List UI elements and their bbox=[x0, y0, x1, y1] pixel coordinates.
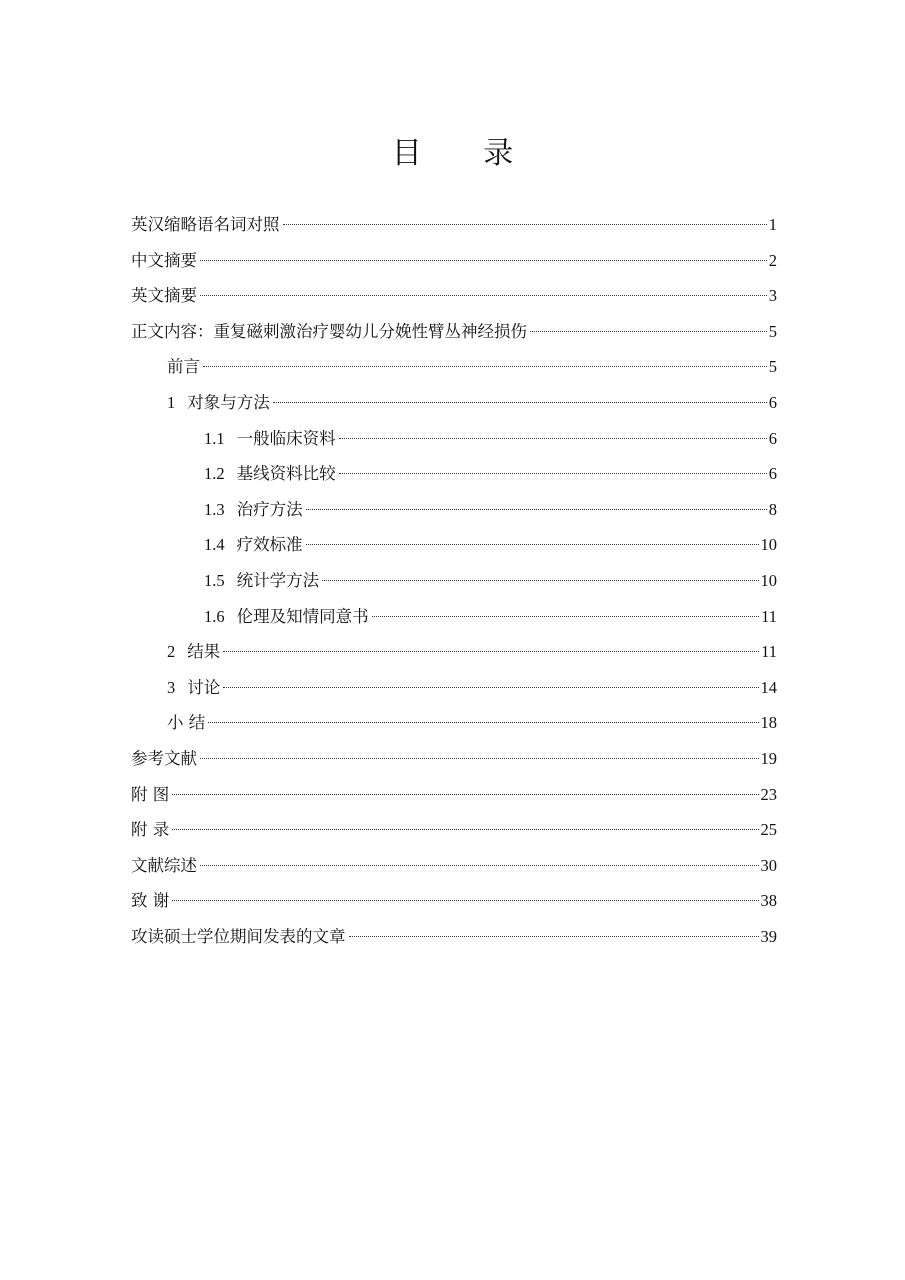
toc-page-number: 6 bbox=[768, 392, 777, 412]
toc-entry-title: 英汉缩略语名词对照 bbox=[131, 215, 280, 234]
toc-entry-number: 2 bbox=[167, 642, 176, 662]
toc-page-number: 19 bbox=[760, 748, 777, 768]
toc-dot-leader bbox=[172, 794, 758, 795]
toc-entry[interactable] bbox=[131, 848, 777, 884]
toc-entry-title: 小 结 bbox=[167, 713, 206, 733]
toc-entry-number: 1.1 bbox=[204, 428, 225, 448]
toc-page-number: 6 bbox=[768, 428, 777, 448]
toc-entry-title: 对象与方法 bbox=[187, 392, 270, 412]
toc-dot-leader bbox=[172, 829, 758, 830]
toc-page-number: 18 bbox=[760, 713, 777, 733]
toc-entry-number: 1.4 bbox=[204, 535, 225, 555]
toc-dot-leader bbox=[172, 900, 758, 901]
toc-entry-title: 正文内容：重复磁刺激治疗婴幼儿分娩性臂丛神经损伤 bbox=[131, 321, 527, 341]
toc-entry-title: 治疗方法 bbox=[236, 499, 303, 519]
toc-entry[interactable] bbox=[131, 527, 777, 563]
toc-entry[interactable] bbox=[131, 243, 777, 279]
toc-entry[interactable] bbox=[131, 741, 777, 777]
table-of-contents bbox=[131, 207, 777, 954]
toc-entry[interactable] bbox=[131, 385, 777, 421]
toc-entry-number: 1 bbox=[167, 392, 176, 412]
toc-entry[interactable] bbox=[131, 777, 777, 813]
toc-entry[interactable] bbox=[131, 634, 777, 670]
toc-entry-title: 结果 bbox=[187, 642, 221, 662]
toc-entry[interactable] bbox=[131, 492, 777, 528]
toc-entry-title: 文献综述 bbox=[131, 855, 197, 875]
toc-entry-title: 讨论 bbox=[187, 677, 221, 697]
toc-page-number: 10 bbox=[760, 570, 777, 590]
toc-dot-leader bbox=[200, 865, 759, 866]
toc-page-number: 25 bbox=[760, 820, 777, 840]
toc-page-number: 2 bbox=[768, 250, 777, 270]
toc-page-number: 11 bbox=[761, 642, 777, 662]
toc-dot-leader bbox=[306, 544, 759, 545]
toc-entry-number: 1.5 bbox=[204, 570, 225, 590]
toc-entry-title: 致 谢 bbox=[131, 891, 170, 911]
toc-page-number: 11 bbox=[761, 606, 777, 626]
toc-entry[interactable] bbox=[131, 919, 777, 955]
toc-page-number: 1 bbox=[768, 215, 777, 234]
toc-dot-leader bbox=[200, 295, 767, 296]
toc-entry-title: 英文摘要 bbox=[131, 286, 197, 306]
toc-dot-leader bbox=[339, 473, 767, 474]
toc-entry-title: 伦理及知情同意书 bbox=[236, 606, 369, 626]
toc-page-number: 5 bbox=[768, 357, 777, 377]
toc-page-number: 5 bbox=[768, 321, 777, 341]
toc-dot-leader bbox=[223, 687, 758, 688]
toc-entry[interactable] bbox=[131, 349, 777, 385]
toc-entry-title: 前言 bbox=[167, 357, 200, 377]
toc-entry-title: 附 录 bbox=[131, 820, 170, 840]
toc-entry[interactable] bbox=[131, 563, 777, 599]
toc-dot-leader bbox=[200, 260, 767, 261]
toc-entry-number: 1.3 bbox=[204, 499, 225, 519]
toc-entry-number: 1.6 bbox=[204, 606, 225, 626]
toc-entry[interactable] bbox=[131, 670, 777, 706]
toc-dot-leader bbox=[322, 580, 758, 581]
toc-entry-title: 附 图 bbox=[131, 784, 170, 804]
toc-dot-leader bbox=[339, 438, 767, 439]
toc-entry[interactable] bbox=[131, 456, 777, 492]
toc-page-number: 3 bbox=[768, 286, 777, 306]
toc-page-number: 6 bbox=[768, 464, 777, 484]
toc-dot-leader bbox=[372, 616, 759, 617]
toc-page-number: 14 bbox=[760, 677, 777, 697]
toc-dot-leader bbox=[203, 366, 767, 367]
toc-page-number: 10 bbox=[760, 535, 777, 555]
toc-entry-title: 一般临床资料 bbox=[236, 428, 336, 448]
toc-dot-leader bbox=[200, 758, 759, 759]
toc-entry-title: 疗效标准 bbox=[236, 535, 303, 555]
toc-entry-title: 参考文献 bbox=[131, 748, 197, 768]
toc-dot-leader bbox=[530, 331, 767, 332]
toc-page-number: 30 bbox=[760, 855, 777, 875]
toc-entry-title: 攻读硕士学位期间发表的文章 bbox=[131, 926, 346, 946]
toc-dot-leader bbox=[306, 509, 767, 510]
toc-entry[interactable] bbox=[131, 207, 777, 243]
toc-page-number: 38 bbox=[760, 891, 777, 911]
toc-dot-leader bbox=[223, 651, 759, 652]
page-title: 目 录 bbox=[391, 136, 540, 171]
toc-page-number: 39 bbox=[760, 926, 777, 946]
toc-page-number: 8 bbox=[768, 499, 777, 519]
toc-entry-title: 基线资料比较 bbox=[236, 464, 336, 484]
toc-entry-number: 3 bbox=[167, 677, 176, 697]
toc-dot-leader bbox=[283, 224, 767, 225]
toc-entry[interactable] bbox=[131, 421, 777, 457]
toc-entry-number: 1.2 bbox=[204, 464, 225, 484]
toc-entry[interactable] bbox=[131, 812, 777, 848]
toc-entry[interactable] bbox=[131, 599, 777, 635]
toc-entry[interactable] bbox=[131, 278, 777, 314]
toc-entry-title: 统计学方法 bbox=[236, 570, 320, 590]
toc-dot-leader bbox=[208, 722, 758, 723]
toc-page-number: 23 bbox=[760, 784, 777, 804]
toc-entry-title: 中文摘要 bbox=[131, 250, 197, 270]
toc-entry[interactable] bbox=[131, 705, 777, 741]
toc-dot-leader bbox=[273, 402, 767, 403]
toc-entry[interactable] bbox=[131, 314, 777, 350]
toc-dot-leader bbox=[349, 936, 759, 937]
toc-entry[interactable] bbox=[131, 883, 777, 919]
